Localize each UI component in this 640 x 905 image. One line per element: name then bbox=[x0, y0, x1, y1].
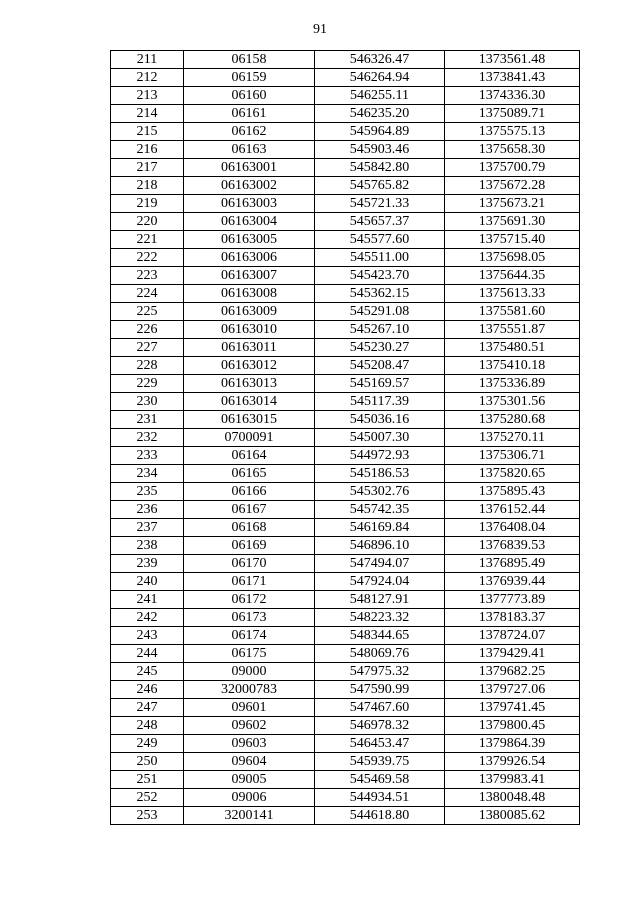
row-number-cell: 227 bbox=[111, 339, 184, 357]
row-number-cell: 224 bbox=[111, 285, 184, 303]
point-id-cell: 09602 bbox=[184, 717, 315, 735]
table-row bbox=[111, 321, 580, 339]
point-id-cell: 06159 bbox=[184, 69, 315, 87]
table-row bbox=[111, 285, 580, 303]
table-row bbox=[111, 195, 580, 213]
y-coordinate-cell: 1380085.62 bbox=[445, 807, 580, 825]
x-coordinate-cell: 545765.82 bbox=[315, 177, 445, 195]
row-number-cell: 243 bbox=[111, 627, 184, 645]
y-coordinate-cell: 1375672.28 bbox=[445, 177, 580, 195]
row-number-cell: 248 bbox=[111, 717, 184, 735]
x-coordinate-cell: 546453.47 bbox=[315, 735, 445, 753]
y-coordinate-cell: 1374336.30 bbox=[445, 87, 580, 105]
table-row bbox=[111, 519, 580, 537]
x-coordinate-cell: 546896.10 bbox=[315, 537, 445, 555]
table-row bbox=[111, 573, 580, 591]
y-coordinate-cell: 1375575.13 bbox=[445, 123, 580, 141]
point-id-cell: 06163004 bbox=[184, 213, 315, 231]
table-row bbox=[111, 141, 580, 159]
x-coordinate-cell: 545302.76 bbox=[315, 483, 445, 501]
y-coordinate-cell: 1375644.35 bbox=[445, 267, 580, 285]
table-row bbox=[111, 447, 580, 465]
x-coordinate-cell: 545903.46 bbox=[315, 141, 445, 159]
row-number-cell: 215 bbox=[111, 123, 184, 141]
point-id-cell: 09604 bbox=[184, 753, 315, 771]
point-id-cell: 06163009 bbox=[184, 303, 315, 321]
x-coordinate-cell: 545291.08 bbox=[315, 303, 445, 321]
point-id-cell: 06163012 bbox=[184, 357, 315, 375]
point-id-cell: 06162 bbox=[184, 123, 315, 141]
point-id-cell: 0700091 bbox=[184, 429, 315, 447]
table-row bbox=[111, 267, 580, 285]
y-coordinate-cell: 1375698.05 bbox=[445, 249, 580, 267]
x-coordinate-cell: 545469.58 bbox=[315, 771, 445, 789]
x-coordinate-cell: 544934.51 bbox=[315, 789, 445, 807]
table-row bbox=[111, 231, 580, 249]
x-coordinate-cell: 547494.07 bbox=[315, 555, 445, 573]
x-coordinate-cell: 548069.76 bbox=[315, 645, 445, 663]
y-coordinate-cell: 1379864.39 bbox=[445, 735, 580, 753]
point-id-cell: 06170 bbox=[184, 555, 315, 573]
x-coordinate-cell: 545036.16 bbox=[315, 411, 445, 429]
x-coordinate-cell: 545208.47 bbox=[315, 357, 445, 375]
x-coordinate-cell: 545423.70 bbox=[315, 267, 445, 285]
point-id-cell: 06165 bbox=[184, 465, 315, 483]
x-coordinate-cell: 545742.35 bbox=[315, 501, 445, 519]
row-number-cell: 246 bbox=[111, 681, 184, 699]
x-coordinate-cell: 544972.93 bbox=[315, 447, 445, 465]
x-coordinate-cell: 548127.91 bbox=[315, 591, 445, 609]
y-coordinate-cell: 1375089.71 bbox=[445, 105, 580, 123]
table-row bbox=[111, 501, 580, 519]
row-number-cell: 242 bbox=[111, 609, 184, 627]
row-number-cell: 245 bbox=[111, 663, 184, 681]
table-row bbox=[111, 393, 580, 411]
x-coordinate-cell: 545230.27 bbox=[315, 339, 445, 357]
point-id-cell: 06163010 bbox=[184, 321, 315, 339]
y-coordinate-cell: 1376152.44 bbox=[445, 501, 580, 519]
row-number-cell: 236 bbox=[111, 501, 184, 519]
point-id-cell: 06169 bbox=[184, 537, 315, 555]
y-coordinate-cell: 1376408.04 bbox=[445, 519, 580, 537]
row-number-cell: 233 bbox=[111, 447, 184, 465]
row-number-cell: 247 bbox=[111, 699, 184, 717]
point-id-cell: 06163 bbox=[184, 141, 315, 159]
point-id-cell: 06174 bbox=[184, 627, 315, 645]
point-id-cell: 06172 bbox=[184, 591, 315, 609]
x-coordinate-cell: 548223.32 bbox=[315, 609, 445, 627]
point-id-cell: 06168 bbox=[184, 519, 315, 537]
x-coordinate-cell: 548344.65 bbox=[315, 627, 445, 645]
point-id-cell: 06173 bbox=[184, 609, 315, 627]
table-row bbox=[111, 249, 580, 267]
x-coordinate-cell: 545267.10 bbox=[315, 321, 445, 339]
point-id-cell: 06158 bbox=[184, 51, 315, 69]
x-coordinate-cell: 545362.15 bbox=[315, 285, 445, 303]
row-number-cell: 253 bbox=[111, 807, 184, 825]
x-coordinate-cell: 544618.80 bbox=[315, 807, 445, 825]
row-number-cell: 244 bbox=[111, 645, 184, 663]
row-number-cell: 221 bbox=[111, 231, 184, 249]
point-id-cell: 06167 bbox=[184, 501, 315, 519]
point-id-cell: 09000 bbox=[184, 663, 315, 681]
row-number-cell: 252 bbox=[111, 789, 184, 807]
row-number-cell: 228 bbox=[111, 357, 184, 375]
row-number-cell: 218 bbox=[111, 177, 184, 195]
y-coordinate-cell: 1375301.56 bbox=[445, 393, 580, 411]
x-coordinate-cell: 545511.00 bbox=[315, 249, 445, 267]
point-id-cell: 06163014 bbox=[184, 393, 315, 411]
y-coordinate-cell: 1379800.45 bbox=[445, 717, 580, 735]
table-row bbox=[111, 51, 580, 69]
x-coordinate-cell: 546235.20 bbox=[315, 105, 445, 123]
row-number-cell: 249 bbox=[111, 735, 184, 753]
y-coordinate-cell: 1375270.11 bbox=[445, 429, 580, 447]
row-number-cell: 230 bbox=[111, 393, 184, 411]
x-coordinate-cell: 546264.94 bbox=[315, 69, 445, 87]
x-coordinate-cell: 546255.11 bbox=[315, 87, 445, 105]
row-number-cell: 217 bbox=[111, 159, 184, 177]
row-number-cell: 239 bbox=[111, 555, 184, 573]
table-row bbox=[111, 771, 580, 789]
row-number-cell: 237 bbox=[111, 519, 184, 537]
x-coordinate-cell: 546326.47 bbox=[315, 51, 445, 69]
row-number-cell: 212 bbox=[111, 69, 184, 87]
table-row bbox=[111, 537, 580, 555]
y-coordinate-cell: 1376839.53 bbox=[445, 537, 580, 555]
row-number-cell: 220 bbox=[111, 213, 184, 231]
point-id-cell: 06171 bbox=[184, 573, 315, 591]
coordinates-table bbox=[110, 50, 580, 825]
y-coordinate-cell: 1376939.44 bbox=[445, 573, 580, 591]
point-id-cell: 09603 bbox=[184, 735, 315, 753]
row-number-cell: 219 bbox=[111, 195, 184, 213]
y-coordinate-cell: 1375613.33 bbox=[445, 285, 580, 303]
y-coordinate-cell: 1378183.37 bbox=[445, 609, 580, 627]
y-coordinate-cell: 1375691.30 bbox=[445, 213, 580, 231]
y-coordinate-cell: 1373561.48 bbox=[445, 51, 580, 69]
y-coordinate-cell: 1379983.41 bbox=[445, 771, 580, 789]
table-row bbox=[111, 159, 580, 177]
point-id-cell: 06163013 bbox=[184, 375, 315, 393]
table-row bbox=[111, 339, 580, 357]
row-number-cell: 214 bbox=[111, 105, 184, 123]
table-row bbox=[111, 411, 580, 429]
y-coordinate-cell: 1375306.71 bbox=[445, 447, 580, 465]
x-coordinate-cell: 546978.32 bbox=[315, 717, 445, 735]
row-number-cell: 229 bbox=[111, 375, 184, 393]
table-row bbox=[111, 807, 580, 825]
row-number-cell: 231 bbox=[111, 411, 184, 429]
y-coordinate-cell: 1379727.06 bbox=[445, 681, 580, 699]
row-number-cell: 222 bbox=[111, 249, 184, 267]
point-id-cell: 06163015 bbox=[184, 411, 315, 429]
y-coordinate-cell: 1379741.45 bbox=[445, 699, 580, 717]
x-coordinate-cell: 545007.30 bbox=[315, 429, 445, 447]
row-number-cell: 250 bbox=[111, 753, 184, 771]
y-coordinate-cell: 1375895.43 bbox=[445, 483, 580, 501]
row-number-cell: 241 bbox=[111, 591, 184, 609]
point-id-cell: 06163006 bbox=[184, 249, 315, 267]
y-coordinate-cell: 1378724.07 bbox=[445, 627, 580, 645]
y-coordinate-cell: 1376895.49 bbox=[445, 555, 580, 573]
table-row bbox=[111, 789, 580, 807]
y-coordinate-cell: 1375820.65 bbox=[445, 465, 580, 483]
row-number-cell: 226 bbox=[111, 321, 184, 339]
y-coordinate-cell: 1375480.51 bbox=[445, 339, 580, 357]
row-number-cell: 240 bbox=[111, 573, 184, 591]
y-coordinate-cell: 1375551.87 bbox=[445, 321, 580, 339]
y-coordinate-cell: 1375336.89 bbox=[445, 375, 580, 393]
point-id-cell: 06163011 bbox=[184, 339, 315, 357]
x-coordinate-cell: 547975.32 bbox=[315, 663, 445, 681]
table-row bbox=[111, 645, 580, 663]
y-coordinate-cell: 1375410.18 bbox=[445, 357, 580, 375]
point-id-cell: 06164 bbox=[184, 447, 315, 465]
x-coordinate-cell: 545186.53 bbox=[315, 465, 445, 483]
row-number-cell: 216 bbox=[111, 141, 184, 159]
x-coordinate-cell: 545721.33 bbox=[315, 195, 445, 213]
point-id-cell: 06163003 bbox=[184, 195, 315, 213]
y-coordinate-cell: 1375280.68 bbox=[445, 411, 580, 429]
y-coordinate-cell: 1379429.41 bbox=[445, 645, 580, 663]
table-row bbox=[111, 177, 580, 195]
x-coordinate-cell: 547924.04 bbox=[315, 573, 445, 591]
table-row bbox=[111, 105, 580, 123]
row-number-cell: 213 bbox=[111, 87, 184, 105]
y-coordinate-cell: 1377773.89 bbox=[445, 591, 580, 609]
table-row bbox=[111, 213, 580, 231]
y-coordinate-cell: 1379926.54 bbox=[445, 753, 580, 771]
x-coordinate-cell: 545657.37 bbox=[315, 213, 445, 231]
table-row bbox=[111, 699, 580, 717]
table-row bbox=[111, 375, 580, 393]
point-id-cell: 06163002 bbox=[184, 177, 315, 195]
point-id-cell: 32000783 bbox=[184, 681, 315, 699]
point-id-cell: 06161 bbox=[184, 105, 315, 123]
x-coordinate-cell: 547467.60 bbox=[315, 699, 445, 717]
point-id-cell: 06163005 bbox=[184, 231, 315, 249]
point-id-cell: 09601 bbox=[184, 699, 315, 717]
point-id-cell: 3200141 bbox=[184, 807, 315, 825]
x-coordinate-cell: 545842.80 bbox=[315, 159, 445, 177]
page-number: 91 bbox=[313, 22, 327, 37]
x-coordinate-cell: 547590.99 bbox=[315, 681, 445, 699]
table-row bbox=[111, 123, 580, 141]
x-coordinate-cell: 545169.57 bbox=[315, 375, 445, 393]
row-number-cell: 225 bbox=[111, 303, 184, 321]
table-row bbox=[111, 753, 580, 771]
table-row bbox=[111, 483, 580, 501]
point-id-cell: 09005 bbox=[184, 771, 315, 789]
row-number-cell: 235 bbox=[111, 483, 184, 501]
table-row bbox=[111, 429, 580, 447]
point-id-cell: 06166 bbox=[184, 483, 315, 501]
x-coordinate-cell: 545964.89 bbox=[315, 123, 445, 141]
table-row bbox=[111, 735, 580, 753]
coordinates-table-body bbox=[111, 51, 580, 825]
point-id-cell: 06163008 bbox=[184, 285, 315, 303]
y-coordinate-cell: 1375715.40 bbox=[445, 231, 580, 249]
table-row bbox=[111, 663, 580, 681]
point-id-cell: 06163007 bbox=[184, 267, 315, 285]
row-number-cell: 232 bbox=[111, 429, 184, 447]
point-id-cell: 06175 bbox=[184, 645, 315, 663]
table-row bbox=[111, 69, 580, 87]
table-row bbox=[111, 465, 580, 483]
table-row bbox=[111, 357, 580, 375]
table-row bbox=[111, 717, 580, 735]
table-row bbox=[111, 87, 580, 105]
x-coordinate-cell: 545117.39 bbox=[315, 393, 445, 411]
row-number-cell: 223 bbox=[111, 267, 184, 285]
point-id-cell: 06163001 bbox=[184, 159, 315, 177]
row-number-cell: 234 bbox=[111, 465, 184, 483]
point-id-cell: 06160 bbox=[184, 87, 315, 105]
y-coordinate-cell: 1379682.25 bbox=[445, 663, 580, 681]
y-coordinate-cell: 1375581.60 bbox=[445, 303, 580, 321]
table-row bbox=[111, 591, 580, 609]
table-row bbox=[111, 627, 580, 645]
table-row bbox=[111, 609, 580, 627]
y-coordinate-cell: 1380048.48 bbox=[445, 789, 580, 807]
y-coordinate-cell: 1373841.43 bbox=[445, 69, 580, 87]
row-number-cell: 251 bbox=[111, 771, 184, 789]
table-row bbox=[111, 681, 580, 699]
point-id-cell: 09006 bbox=[184, 789, 315, 807]
row-number-cell: 211 bbox=[111, 51, 184, 69]
x-coordinate-cell: 546169.84 bbox=[315, 519, 445, 537]
y-coordinate-cell: 1375700.79 bbox=[445, 159, 580, 177]
row-number-cell: 238 bbox=[111, 537, 184, 555]
x-coordinate-cell: 545939.75 bbox=[315, 753, 445, 771]
table-row bbox=[111, 555, 580, 573]
table-row bbox=[111, 303, 580, 321]
y-coordinate-cell: 1375673.21 bbox=[445, 195, 580, 213]
y-coordinate-cell: 1375658.30 bbox=[445, 141, 580, 159]
x-coordinate-cell: 545577.60 bbox=[315, 231, 445, 249]
